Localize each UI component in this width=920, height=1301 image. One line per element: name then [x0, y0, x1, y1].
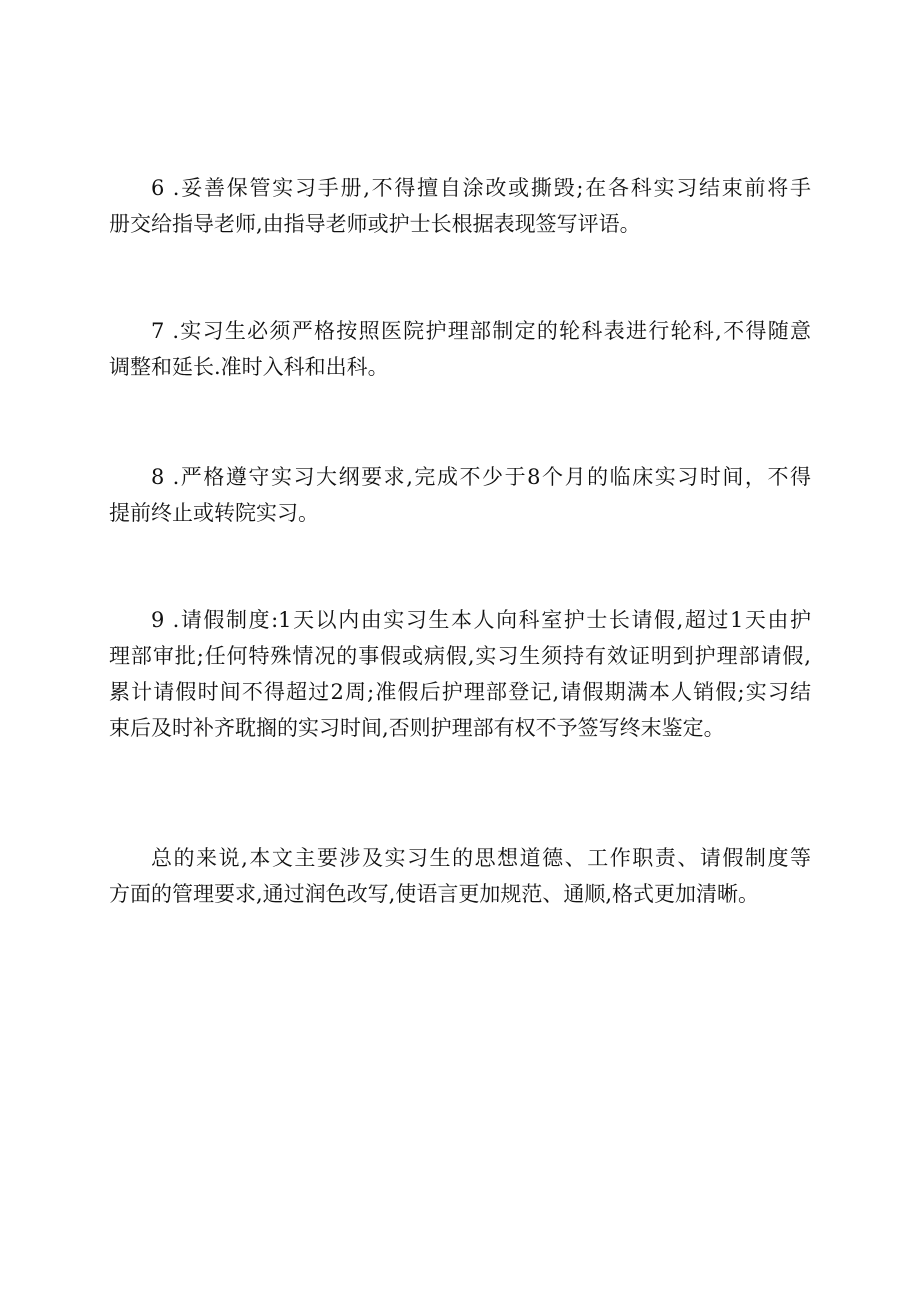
paragraph-line: 方面的管理要求,通过润色改写,使语言更加规范、通顺,格式更加清晰。 — [109, 882, 760, 906]
paragraph-line: 9 .请假制度:1天以内由实习生本人向科室护士长请假,超过1天由护 — [151, 608, 811, 632]
paragraph-line: 调整和延长.准时入科和出科。 — [109, 355, 389, 379]
paragraph-line: 8 .严格遵守实习大纲要求,完成不少于8个月的临床实习时间，不得 — [151, 465, 811, 489]
paragraph-line: 册交给指导老师,由指导老师或护士长根据表现签写评语。 — [109, 212, 641, 236]
paragraph-line: 提前终止或转院实习。 — [109, 501, 319, 525]
paragraph-line: 理部审批;任何特殊情况的事假或病假,实习生须持有效证明到护理部请假, — [109, 644, 811, 668]
paragraph-item-7 — [109, 313, 811, 385]
paragraph-item-6 — [109, 170, 811, 242]
paragraph-item-8 — [109, 459, 811, 531]
paragraph-line: 总的来说,本文主要涉及实习生的思想道德、工作职责、请假制度等 — [151, 846, 811, 870]
paragraph-line: 7 .实习生必须严格按照医院护理部制定的轮科表进行轮科,不得随意 — [151, 319, 811, 343]
paragraph-line: 累计请假时间不得超过2周;准假后护理部登记,请假期满本人销假;实习结 — [109, 680, 811, 704]
paragraph-line: 束后及时补齐耽搁的实习时间,否则护理部有权不予签写终末鉴定。 — [109, 716, 725, 740]
paragraph-item-9 — [109, 602, 811, 746]
paragraph-summary — [109, 840, 811, 912]
paragraph-line: 6 .妥善保管实习手册,不得擅自涂改或撕毁;在各科实习结束前将手 — [151, 176, 811, 200]
